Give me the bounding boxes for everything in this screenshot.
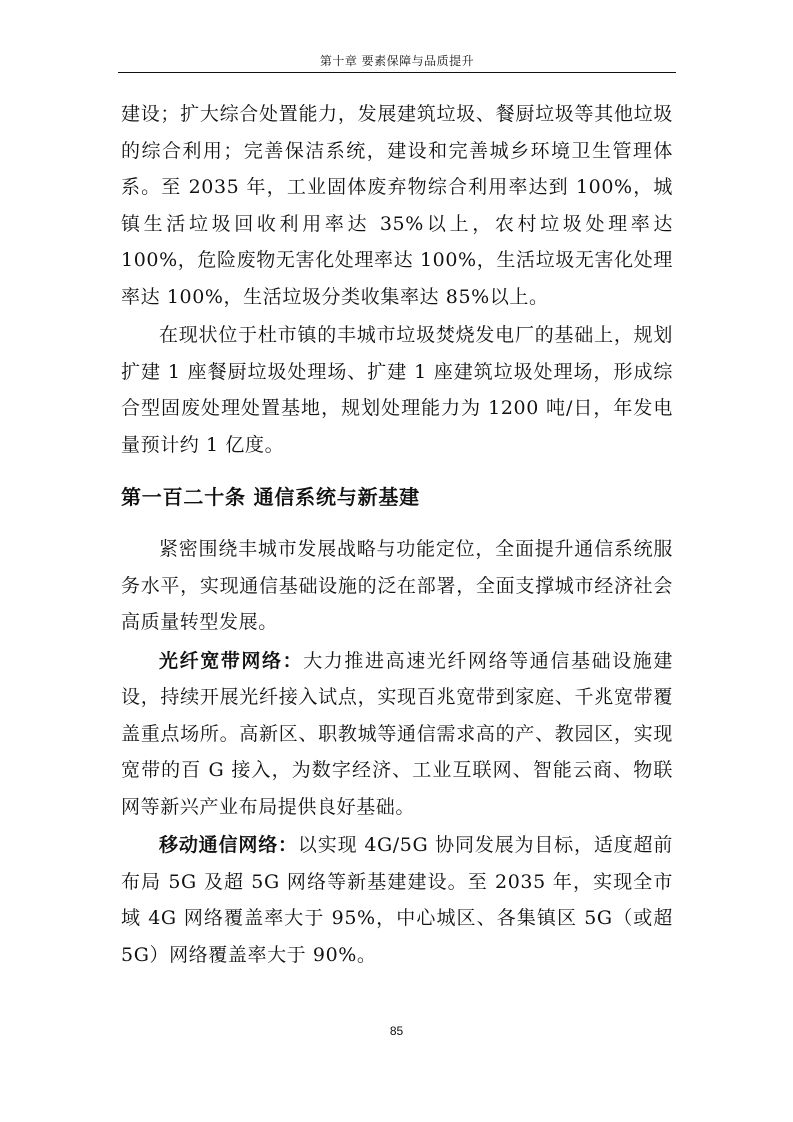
paragraph-mobile-network [121,827,673,973]
fiber-broadband-lead: 光纤宽带网络： [159,649,304,672]
fiber-broadband-text: 大力推进高速光纤网络等通信基础设施建设，持续开展光纤接入试点，实现百兆宽带到家庭、千兆宽带覆盖重点场所。高新区、职教城等通信需求高的产、教园区，实现宽带的百 G 接入，为数字经济、工业互联网、智能云商、物联网等新兴产业布局提供良好基础。 [121,649,673,818]
page-number: 85 [389,1024,404,1038]
paragraph-incineration-plant: 在现状位于杜市镇的丰城市垃圾焚烧发电厂的基础上，规划扩建 1 座餐厨垃圾处理场、扩建 1 座建筑垃圾处理场，形成综合型固废处理处置基地，规划处理能力为 1200 吨/日，年发电量预计约 1 亿度。 [121,324,673,456]
page-body [121,96,673,973]
paragraph-telecom-intro: 紧密围绕丰城市发展战略与功能定位，全面提升通信系统服务水平，实现通信基础设施的泛在部署，全面支撑城市经济社会高质量转型发展。 [121,538,673,633]
paragraph-fiber-broadband [121,643,673,826]
article-heading: 第一百二十条 通信系统与新基建 [121,485,420,509]
mobile-network-lead: 移动通信网络： [159,834,298,856]
header-divider [118,72,676,73]
paragraph-waste-targets: 建设；扩大综合处置能力，发展建筑垃圾、餐厨垃圾等其他垃圾的综合利用；完善保洁系统，建设和完善城乡环境卫生管理体系。至 2035 年，工业固体废弃物综合利用率达到 100%，城镇生活垃圾回收利用率达 35%以上，农村垃圾处理率达 100%，危险废物无害化处理率达 100%，生活垃圾无害化处理率达 100%，生活垃圾分类收集率达 85%以上。 [121,103,673,308]
running-header: 第十章 要素保障与品质提升 [319,54,475,68]
mobile-network-text: 以实现 4G/5G 协同发展为目标，适度超前布局 5G 及超 5G 网络等新基建建设。至 2035 年，实现全市域 4G 网络覆盖率大于 95%，中心城区、各集镇区 5G（或超 5G）网络覆盖率大于 90%。 [121,834,674,966]
